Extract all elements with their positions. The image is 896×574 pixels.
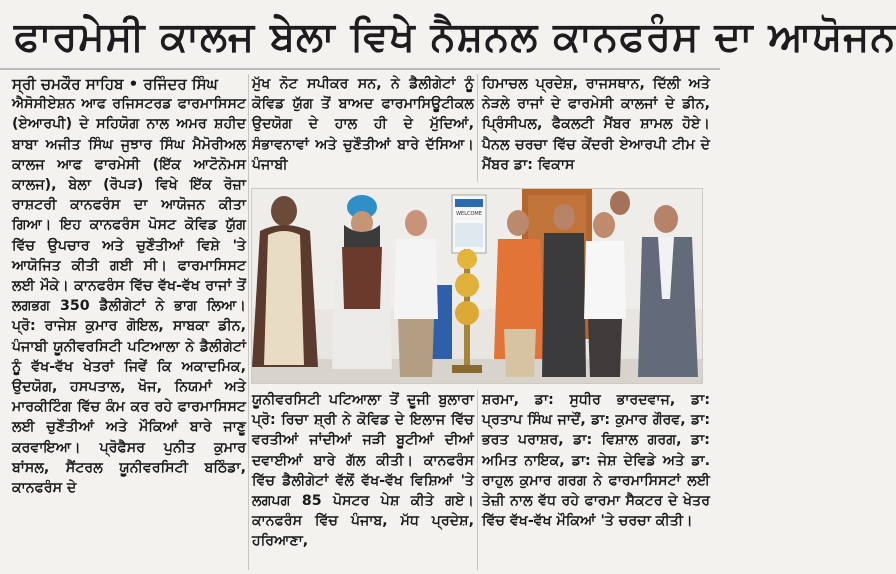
article-column-2-bottom [252, 390, 474, 570]
article-column-1 [12, 74, 246, 570]
article-column-2-top [252, 74, 474, 180]
column-divider [477, 390, 478, 570]
column-divider [248, 74, 249, 570]
person-7 [610, 191, 630, 215]
group-photo-illustration [252, 189, 702, 383]
article-text-col3-top: ਹਿਮਾਚਲ ਪ੍ਰਦੇਸ਼, ਰਾਜਸਥਾਨ, ਦਿੱਲੀ ਅਤੇ ਨੇੜਲੇ ਰਾਜਾਂ ਦੇ ਫਾਰਮੇਸੀ ਕਾਲਜਾਂ ਦੇ ਡੀਨ, ਪ੍ਰਿੰਸੀਪਲ, ਫੈਕਲਟੀ ਮੈਂਬਰ ਸ਼ਾਮਲ ਹੋਏ। ਪੈਨਲ ਚਰਚਾ ਵਿੱਚ ਕੇਂਦਰੀ ਏਆਰਪੀ ਟੀਮ ਦੇ ਮੈਂਬਰ ਡਾ: ਵਿਕਾਸ [482, 76, 710, 173]
column-divider [477, 74, 478, 182]
headline-rule [0, 68, 720, 70]
article-column-3-top [482, 74, 710, 180]
article-text-col1: ਐਸੋਸੀਏਸ਼ਨ ਆਫ ਰਜਿਸਟਰਡ ਫਾਰਮਾਸਿਸਟ (ਏਆਰਪੀ) ਦੇ ਸਹਿਯੋਗ ਨਾਲ ਅਮਰ ਸ਼ਹੀਦ ਬਾਬਾ ਅਜੀਤ ਸਿੰਘ ਜੁਝਾਰ ਸਿੰਘ ਮੈਮੋਰੀਅਲ ਕਾਲਜ ਆਫ ਫਾਰਮੇਸੀ (ਇੱਕ ਆਟੋਨੋਮਸ ਕਾਲਜ), ਬੇਲਾ (ਰੋਪੜ) ਵਿਖੇ ਇੱਕ ਰੋਜ਼ਾ ਰਾਸ਼ਟਰੀ ਕਾਨਫਰੰਸ ਦਾ ਆਯੋਜਨ ਕੀਤਾ ਗਿਆ। ਇਹ ਕਾਨਫਰੰਸ ਪੋਸਟ ਕੋਵਿਡ ਯੁੱਗ ਵਿੱਚ ਉਪਚਾਰ ਅਤੇ ਚੁਣੌਤੀਆਂ ਵਿਸ਼ੇ 'ਤੇ ਆਯੋਜਿਤ ਕੀਤੀ ਗਈ ਸੀ। ਫਾਰਮਾਸਿਸਟ ਲਈ ਮੌਕੇ। ਕਾਨਫਰੰਸ ਵਿੱਚ ਵੱਖ-ਵੱਖ ਰਾਜਾਂ ਤੋਂ ਲਗਭਗ 350 ਡੈਲੀਗੇਟਾਂ ਨੇ ਭਾਗ ਲਿਆ। ਪ੍ਰੋ: ਰਾਜੇਸ਼ ਕੁਮਾਰ ਗੋਇਲ, ਸਾਬਕਾ ਡੀਨ, ਪੰਜਾਬੀ ਯੂਨੀਵਰਸਿਟੀ ਪਟਿਆਲਾ ਨੇ ਡੈਲੀਗੇਟਾਂ ਨੂੰ ਵੱਖ-ਵੱਖ ਖੇਤਰਾਂ ਜਿਵੇਂ ਕਿ ਅਕਾਦਮਿਕ, ਉਦਯੋਗ, ਹਸਪਤਾਲ, ਖੋਜ, ਨਿਯਮਾਂ ਅਤੇ ਮਾਰਕੀਟਿੰਗ ਵਿੱਚ ਕੰਮ ਕਰ ਰਹੇ ਫਾਰਮਾਸਿਸਟ ਲਈ ਚੁਣੌਤੀਆਂ ਅਤੇ ਮੌਕਿਆਂ ਬਾਰੇ ਜਾਣੂ ਕਰਵਾਇਆ। ਪ੍ਰੋਫੈਸਰ ਪੁਨੀਤ ਕੁਮਾਰ ਬਾਂਸਲ, ਸੈਂਟਰਲ ਯੂਨੀਵਰਸਿਟੀ ਬਠਿੰਡਾ, ਕਾਨਫਰੰਸ ਦੇ [12, 96, 246, 497]
banner-text: WELCOME [456, 211, 482, 217]
headline: ਫਾਰਮੇਸੀ ਕਾਲਜ ਬੇਲਾ ਵਿਖੇ ਨੈਸ਼ਨਲ ਕਾਨਫਰੰਸ ਦਾ ਆਯੋਜਨ [14, 14, 896, 60]
article-column-3-bottom [482, 390, 710, 570]
event-photo [251, 188, 703, 384]
article-text-col2-bottom: ਯੂਨੀਵਰਸਿਟੀ ਪਟਿਆਲਾ ਤੋਂ ਦੂਜੀ ਬੁਲਾਰਾ ਪ੍ਰੋ: ਰਿਚਾ ਸ਼੍ਰੀ ਨੇ ਕੋਵਿਡ ਦੇ ਇਲਾਜ ਵਿੱਚ ਵਰਤੀਆਂ ਜਾਂਦੀਆਂ ਜੜੀ ਬੂਟੀਆਂ ਦੀਆਂ ਦਵਾਈਆਂ ਬਾਰੇ ਗੱਲ ਕੀਤੀ। ਕਾਨਫਰੰਸ ਵਿੱਚ ਡੈਲੀਗੇਟਾਂ ਵੱਲੋਂ ਵੱਖ-ਵੱਖ ਵਿਸ਼ਿਆਂ 'ਤੇ ਲਗਪਗ 85 ਪੋਸਟਰ ਪੇਸ਼ ਕੀਤੇ ਗਏ। ਕਾਨਫਰੰਸ ਵਿੱਚ ਪੰਜਾਬ, ਮੱਧ ਪ੍ਰਦੇਸ਼, ਹਰਿਆਣਾ, [252, 392, 474, 550]
article-text-col3-bottom: ਸ਼ਰਮਾ, ਡਾ: ਸੁਧੀਰ ਭਾਰਦਵਾਜ, ਡਾ: ਪ੍ਰਤਾਪ ਸਿੰਘ ਜਾਦੌਂ, ਡਾ: ਕੁਮਾਰ ਗੌਰਵ, ਡਾ: ਭਰਤ ਪਰਾਸ਼ਰ, ਡਾ: ਵਿਸ਼ਾਲ ਗਰਗ, ਡਾ: ਅਮਿਤ ਨਾਇਕ, ਡਾ: ਜੇਸ਼ ਦੇਵਿਡੇ ਅਤੇ ਡਾ. ਰਾਹੁਲ ਕੁਮਾਰ ਗਰਗ ਨੇ ਫਾਰਮਾਸਿਸਟਾਂ ਲਈ ਤੇਜ਼ੀ ਨਾਲ ਵੱਧ ਰਹੇ ਫਾਰਮਾ ਸੈਕਟਰ ਦੇ ਖੇਤਰ ਵਿੱਚ ਵੱਖ-ਵੱਖ ਮੌਕਿਆਂ 'ਤੇ ਚਰਚਾ ਕੀਤੀ। [482, 392, 710, 530]
article-text-col2-top: ਮੁੱਖ ਨੋਟ ਸਪੀਕਰ ਸਨ, ਨੇ ਡੈਲੀਗੇਟਾਂ ਨੂੰ ਕੋਵਿਡ ਯੁੱਗ ਤੋਂ ਬਾਅਦ ਫਾਰਮਾਸਿਊਟੀਕਲ ਉਦਯੋਗ ਦੇ ਹਾਲ ਹੀ ਦੇ ਮੁੱਦਿਆਂ, ਸੰਭਾਵਨਾਵਾਂ ਅਤੇ ਚੁਣੌਤੀਆਂ ਬਾਰੇ ਦੱਸਿਆ। ਪੰਜਾਬੀ [252, 76, 474, 173]
byline: ਸ੍ਰੀ ਚਮਕੌਰ ਸਾਹਿਬ • ਰਜਿੰਦਰ ਸਿੰਘ [12, 75, 218, 93]
